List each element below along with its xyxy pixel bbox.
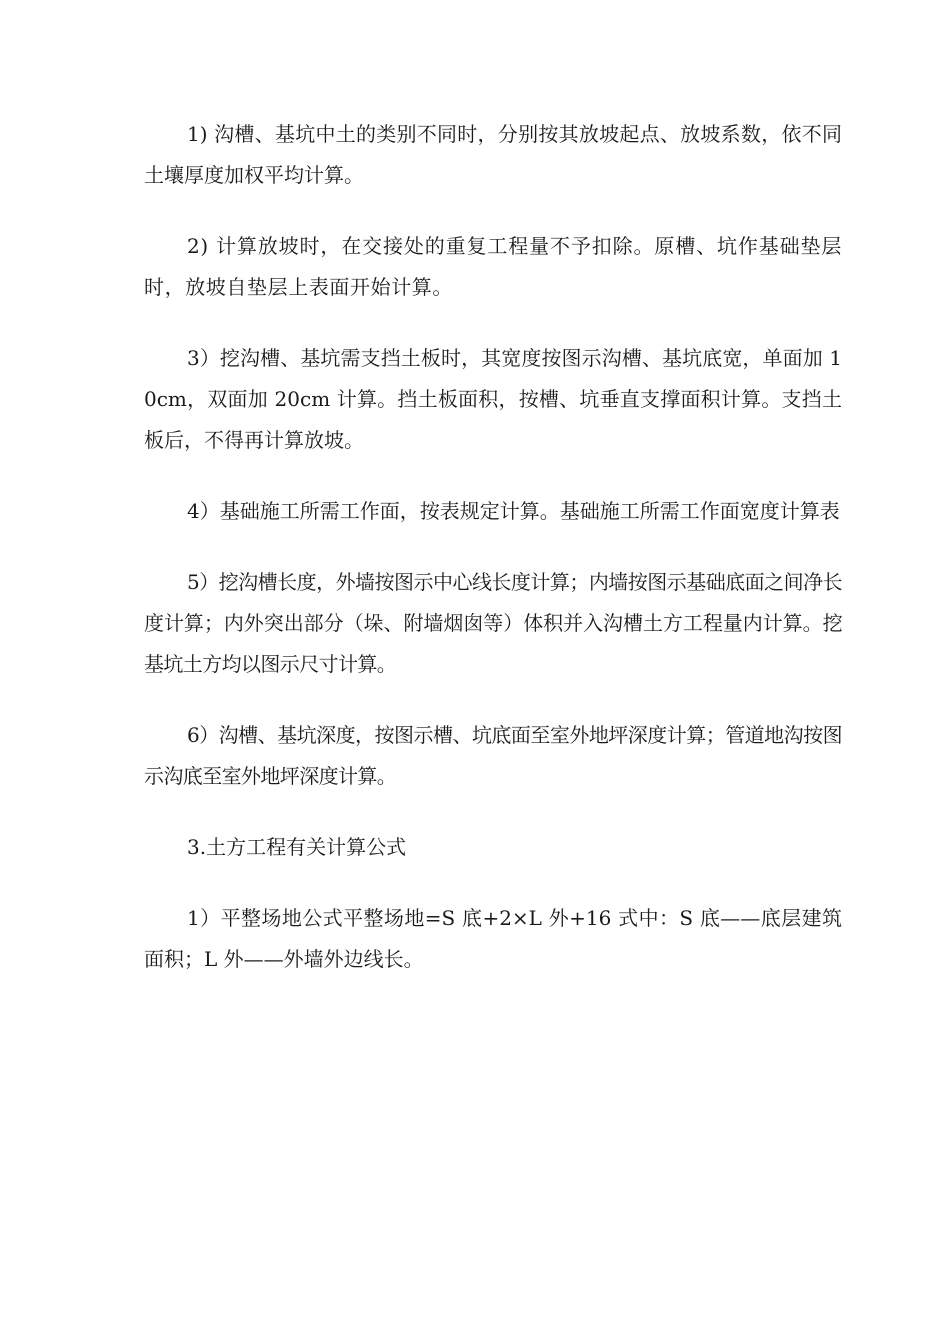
paragraph-working-face: 4）基础施工所需工作面，按表规定计算。基础施工所需工作面宽度计算表 [187, 499, 840, 523]
paragraph-trench-length: 5）挖沟槽长度，外墙按图示中心线长度计算；内墙按图示基础底面之间净长度计算；内外突出部分（垛、附墙烟囱等）体积并入沟槽土方工程量内计算。挖基坑土方均以图示尺寸计算。 [144, 570, 842, 676]
section-heading-formulas: 3.土方工程有关计算公式 [187, 835, 407, 859]
paragraph-trench-depth: 6）沟槽、基坑深度，按图示槽、坑底面至室外地坪深度计算；管道地沟按图示沟底至室外地坪深度计算。 [144, 723, 842, 788]
paragraph-slope-soil-types: 1) 沟槽、基坑中土的类别不同时，分别按其放坡起点、放坡系数，依不同土壤厚度加权平均计算。 [144, 122, 842, 187]
paragraph-slope-intersection: 2) 计算放坡时，在交接处的重复工程量不予扣除。原槽、坑作基础垫层时，放坡自垫层上表面开始计算。 [144, 234, 842, 299]
document-body [144, 114, 842, 1010]
paragraph-site-leveling-formula: 1）平整场地公式平整场地=S 底+2×L 外+16 式中：S 底——底层建筑面积；L 外——外墙外边线长。 [144, 906, 842, 971]
paragraph-retaining-board: 3）挖沟槽、基坑需支挡土板时，其宽度按图示沟槽、基坑底宽，单面加 10cm，双面加 20cm 计算。挡土板面积，按槽、坑垂直支撑面积计算。支挡土板后，不得再计算放坡。 [144, 346, 842, 452]
